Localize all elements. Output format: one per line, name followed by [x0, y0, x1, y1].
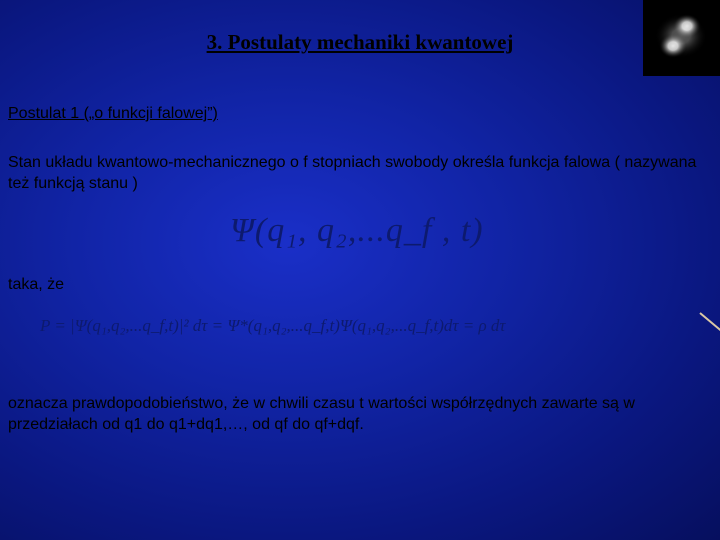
wavefunction-formula: Ψ(q₁, q₂,...q_f , t) [230, 212, 484, 249]
orbital-thumbnail [643, 0, 720, 76]
postulate-heading: Postulat 1 („o funkcji falowej”) [8, 105, 218, 122]
probability-description: oznacza prawdopodobieństwo, że w chwili czasu t wartości współrzędnych zawarte są w przedziałach od q1 do q1+dq1,…, od qf do qf+dqf. [8, 395, 635, 433]
taka-ze-text: taka, że [8, 276, 65, 293]
decorative-line [699, 312, 720, 333]
probability-formula: P = |Ψ(q₁,q₂,...q_f,t)|² dτ = Ψ*(q₁,q₂,...q_f,t)Ψ(q₁,q₂,...q_f,t)dτ = ρ dτ [40, 316, 506, 335]
slide-title: 3. Postulaty mechaniki kwantowej [206, 30, 514, 54]
state-description: Stan układu kwantowo-mechanicznego o f stopniach swobody określa funkcja falowa ( nazywana też funkcją stanu ) [8, 154, 697, 192]
